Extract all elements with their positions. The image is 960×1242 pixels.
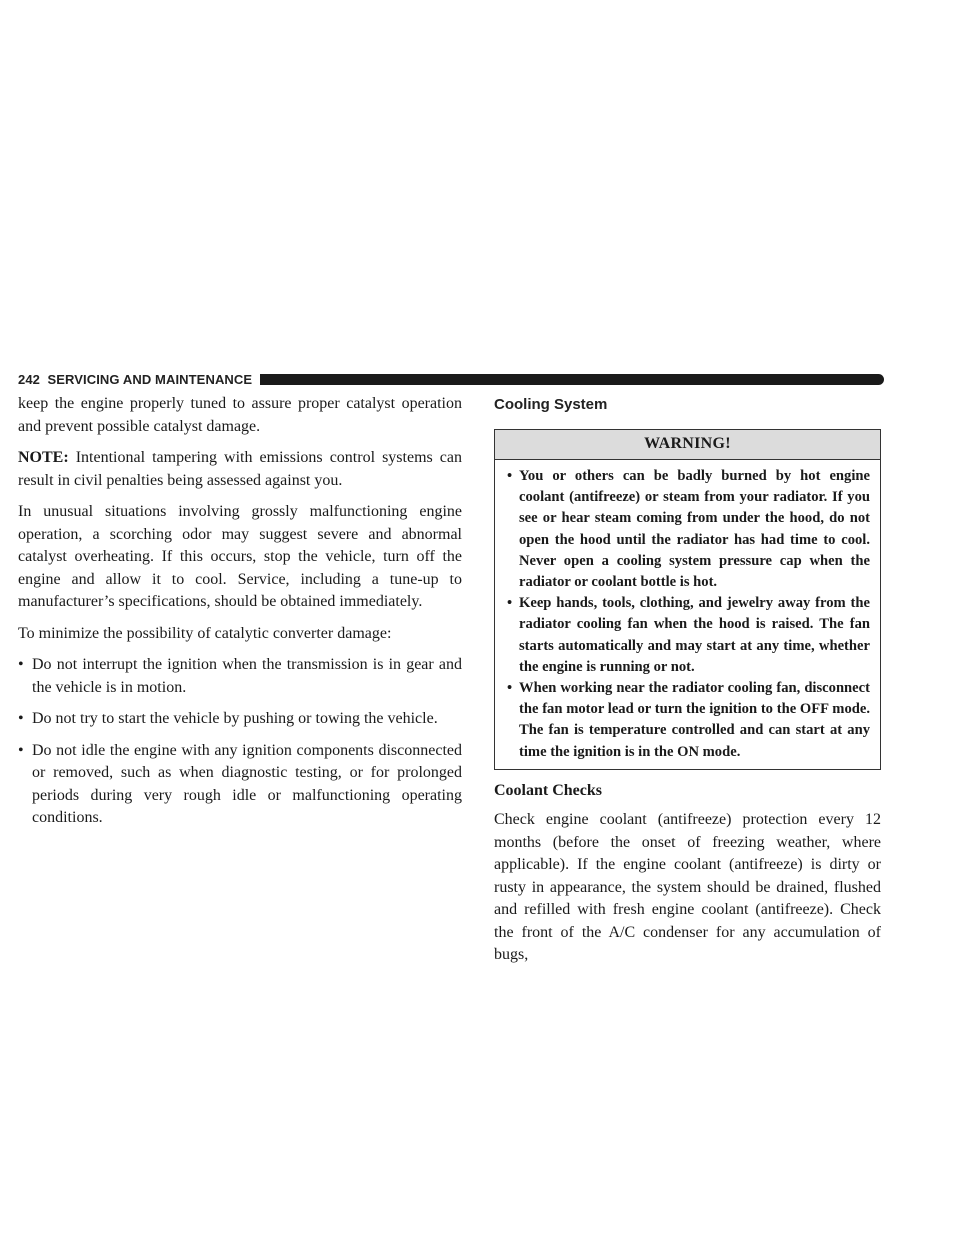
bullet-icon: •: [18, 656, 24, 673]
bullet-icon: •: [507, 468, 513, 484]
paragraph: In unusual situations involving grossly malfunctioning engine operation, a scorching odor may suggest severe and abnormal catalyst overheating. If this occurs, stop the vehicle, turn off the engine and allow it to cool. Service, including a tune-up to manufacturer’s specifications, should be obtained immediately.: [18, 503, 462, 610]
header-rule: [260, 374, 884, 385]
warning-title: WARNING!: [495, 430, 880, 461]
warning-item: • You or others can be badly burned by hot engine coolant (antifreeze) or steam from your radiator. If you see or hear steam coming from under the hood, do not open the hood until the radiator has had time to cool. Never open a cooling system pressure cap when the radiator or coolant bottle is hot.: [507, 466, 870, 593]
note-paragraph: [18, 447, 462, 492]
bullet-icon: •: [18, 710, 24, 727]
paragraph: keep the engine properly tuned to assure proper catalyst operation and prevent possible catalyst damage.: [18, 395, 462, 435]
bullet-icon: •: [18, 741, 24, 759]
paragraph: To minimize the possibility of catalytic converter damage:: [18, 624, 392, 642]
list-item: • Do not try to start the vehicle by pushing or towing the vehicle.: [18, 708, 462, 731]
paragraph: Check engine coolant (antifreeze) protection every 12 months (before the onset of freezing weather, where applicable). If the engine coolant (antifreeze) is dirty or rusty in appearance, the system should be drained, flushed and refilled with fresh engine coolant (antifreeze). Check the front of the A/C condenser for any accumulation of bugs,: [494, 811, 881, 964]
warning-item: • Keep hands, tools, clothing, and jewelry away from the radiator cooling fan when the hood is raised. The fan starts automatically and may start at any time, whether the engine is running or not.: [507, 593, 870, 678]
warning-box: [494, 429, 881, 770]
warning-body: [495, 460, 880, 769]
section-title: Cooling System: [494, 396, 608, 413]
list-item: • Do not interrupt the ignition when the transmission is in gear and the vehicle is in motion.: [18, 654, 462, 699]
page-header: [18, 371, 884, 387]
subsection-title: Coolant Checks: [494, 781, 603, 799]
note-text: Intentional tampering with emissions control systems can result in civil penalties being assessed against you.: [18, 449, 462, 489]
list-item: • Do not idle the engine with any ignition components disconnected or removed, such as when diagnostic testing, or for prolonged periods during very rough idle or malfunctioning operating conditions.: [18, 740, 462, 830]
header-label: 242 SERVICING AND MAINTENANCE: [18, 371, 253, 387]
note-label: NOTE:: [18, 449, 69, 466]
right-column: [494, 393, 881, 976]
bullet-icon: •: [507, 680, 513, 697]
left-column: [18, 393, 462, 839]
warning-item: • When working near the radiator cooling fan, disconnect the fan motor lead or turn the ignition to the OFF mode. The fan is temperature controlled and can start at any time the ignition is in the ON mode.: [507, 678, 870, 763]
bullet-icon: •: [507, 595, 513, 612]
